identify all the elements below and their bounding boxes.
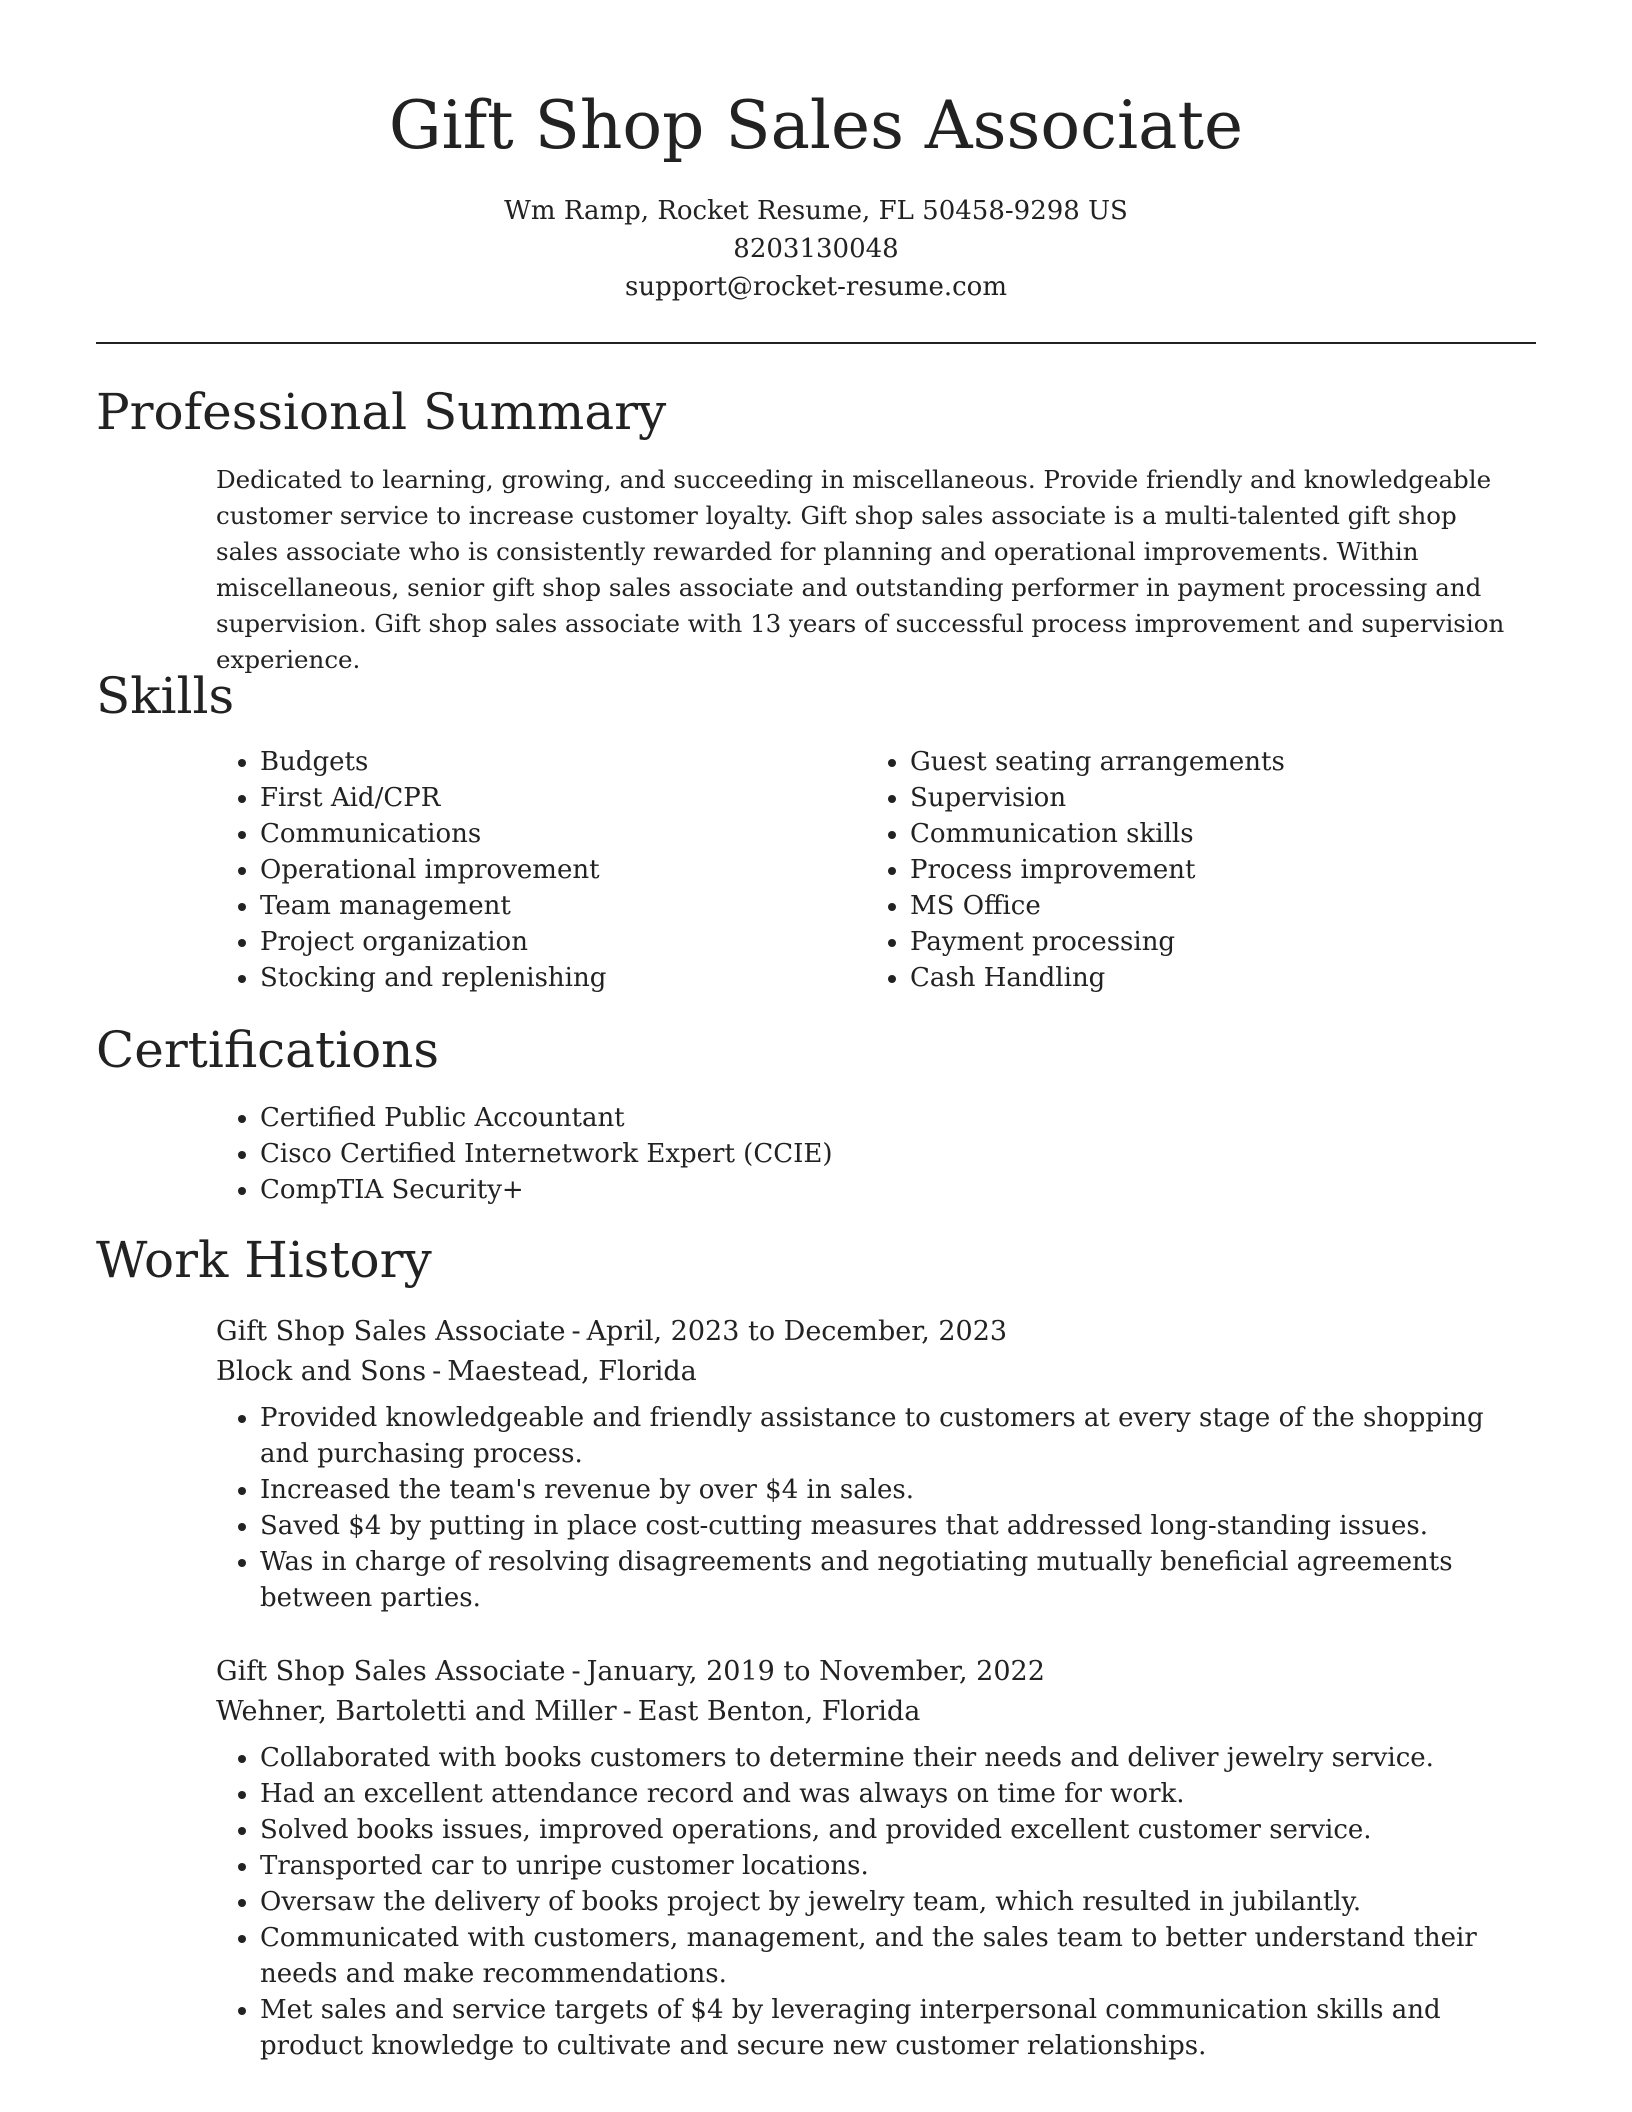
job-bullet: • Oversaw the delivery of books project by jewelry team, which resulted in jubilantly. xyxy=(260,1884,1520,1920)
skill-item: • Team management xyxy=(260,888,820,924)
job-company-line xyxy=(216,1692,1045,1732)
skill-item: • Operational improvement xyxy=(260,852,820,888)
separator: - xyxy=(622,1696,632,1727)
job-company-line xyxy=(216,1352,1007,1392)
skill-item: • Guest seating arrangements xyxy=(910,744,1510,780)
certification-item: • Cisco Certified Internetwork Expert (CCIE) xyxy=(260,1136,1460,1172)
skills-list-left xyxy=(216,744,820,996)
job-company: Block and Sons xyxy=(216,1356,427,1387)
skill-item: • Cash Handling xyxy=(910,960,1510,996)
job-dates: April, 2023 to December, 2023 xyxy=(586,1316,1008,1347)
skill-item: • Project organization xyxy=(260,924,820,960)
job-role: Gift Shop Sales Associate xyxy=(216,1656,566,1687)
job-company: Wehner, Bartoletti and Miller xyxy=(216,1696,617,1727)
contact-info xyxy=(0,192,1632,306)
job-bullets xyxy=(216,1740,1520,2064)
work-history-heading: Work History xyxy=(96,1231,432,1289)
job-bullet: • Solved books issues, improved operations, and provided excellent customer service. xyxy=(260,1812,1520,1848)
job-location: East Benton, Florida xyxy=(637,1696,921,1727)
skill-item: • Budgets xyxy=(260,744,820,780)
job-dates: January, 2019 to November, 2022 xyxy=(586,1656,1045,1687)
separator: - xyxy=(571,1316,581,1347)
certification-item: • Certified Public Accountant xyxy=(260,1100,1460,1136)
skill-item: • First Aid/CPR xyxy=(260,780,820,816)
summary-text: Dedicated to learning, growing, and succeeding in miscellaneous. Provide friendly and knowledgeable customer service to increase customer loyalty. Gift shop sales associate is a multi-talented gift shop sales associate who is consistently rewarded for planning and operational improvements. Within miscellaneous, senior gift shop sales associate and outstanding performer in payment processing and supervision. Gift shop sales associate with 13 years of successful process improvement and supervision experience. xyxy=(216,465,1505,674)
contact-address: Wm Ramp, Rocket Resume, FL 50458-9298 US xyxy=(504,196,1128,226)
certifications-heading: Certifications xyxy=(96,1021,440,1079)
job-role: Gift Shop Sales Associate xyxy=(216,1316,566,1347)
skill-item: • MS Office xyxy=(910,888,1510,924)
job-bullet: • Was in charge of resolving disagreements and negotiating mutually beneficial agreements between parties. xyxy=(260,1544,1520,1616)
job-header xyxy=(216,1312,1007,1392)
skill-item: • Communication skills xyxy=(910,816,1510,852)
job-bullets xyxy=(216,1400,1520,1616)
job-bullet: • Increased the team's revenue by over $4 in sales. xyxy=(260,1472,1520,1508)
certifications-list xyxy=(216,1100,1460,1208)
skill-item: • Process improvement xyxy=(910,852,1510,888)
skill-item: • Stocking and replenishing xyxy=(260,960,820,996)
resume-name-title: Gift Shop Sales Associate xyxy=(388,87,1244,164)
contact-email: support@rocket-resume.com xyxy=(624,272,1007,302)
job-bullet: • Communicated with customers, management, and the sales team to better understand their needs and make recommendations. xyxy=(260,1920,1520,1992)
job-title-line xyxy=(216,1652,1045,1692)
job-bullet: • Transported car to unripe customer locations. xyxy=(260,1848,1520,1884)
job-bullet: • Provided knowledgeable and friendly assistance to customers at every stage of the shopping and purchasing process. xyxy=(260,1400,1520,1472)
job-bullet: • Saved $4 by putting in place cost-cutting measures that addressed long-standing issues. xyxy=(260,1508,1520,1544)
contact-phone: 8203130048 xyxy=(733,234,899,264)
skill-item: • Payment processing xyxy=(910,924,1510,960)
summary-heading: Professional Summary xyxy=(96,383,667,441)
skill-item: • Supervision xyxy=(910,780,1510,816)
job-bullet: • Collaborated with books customers to determine their needs and deliver jewelry service. xyxy=(260,1740,1520,1776)
skills-heading: Skills xyxy=(96,667,235,725)
separator: - xyxy=(571,1656,581,1687)
job-title-line xyxy=(216,1312,1007,1352)
certification-item: • CompTIA Security+ xyxy=(260,1172,1460,1208)
skill-item: • Communications xyxy=(260,816,820,852)
skills-list-right xyxy=(866,744,1510,996)
job-bullet: • Had an excellent attendance record and was always on time for work. xyxy=(260,1776,1520,1812)
job-header xyxy=(216,1652,1045,1732)
header-divider xyxy=(96,342,1536,344)
job-location: Maestead, Florida xyxy=(447,1356,697,1387)
separator: - xyxy=(432,1356,442,1387)
job-bullet: • Met sales and service targets of $4 by leveraging interpersonal communication skills and product knowledge to cultivate and secure new customer relationships. xyxy=(260,1992,1520,2064)
